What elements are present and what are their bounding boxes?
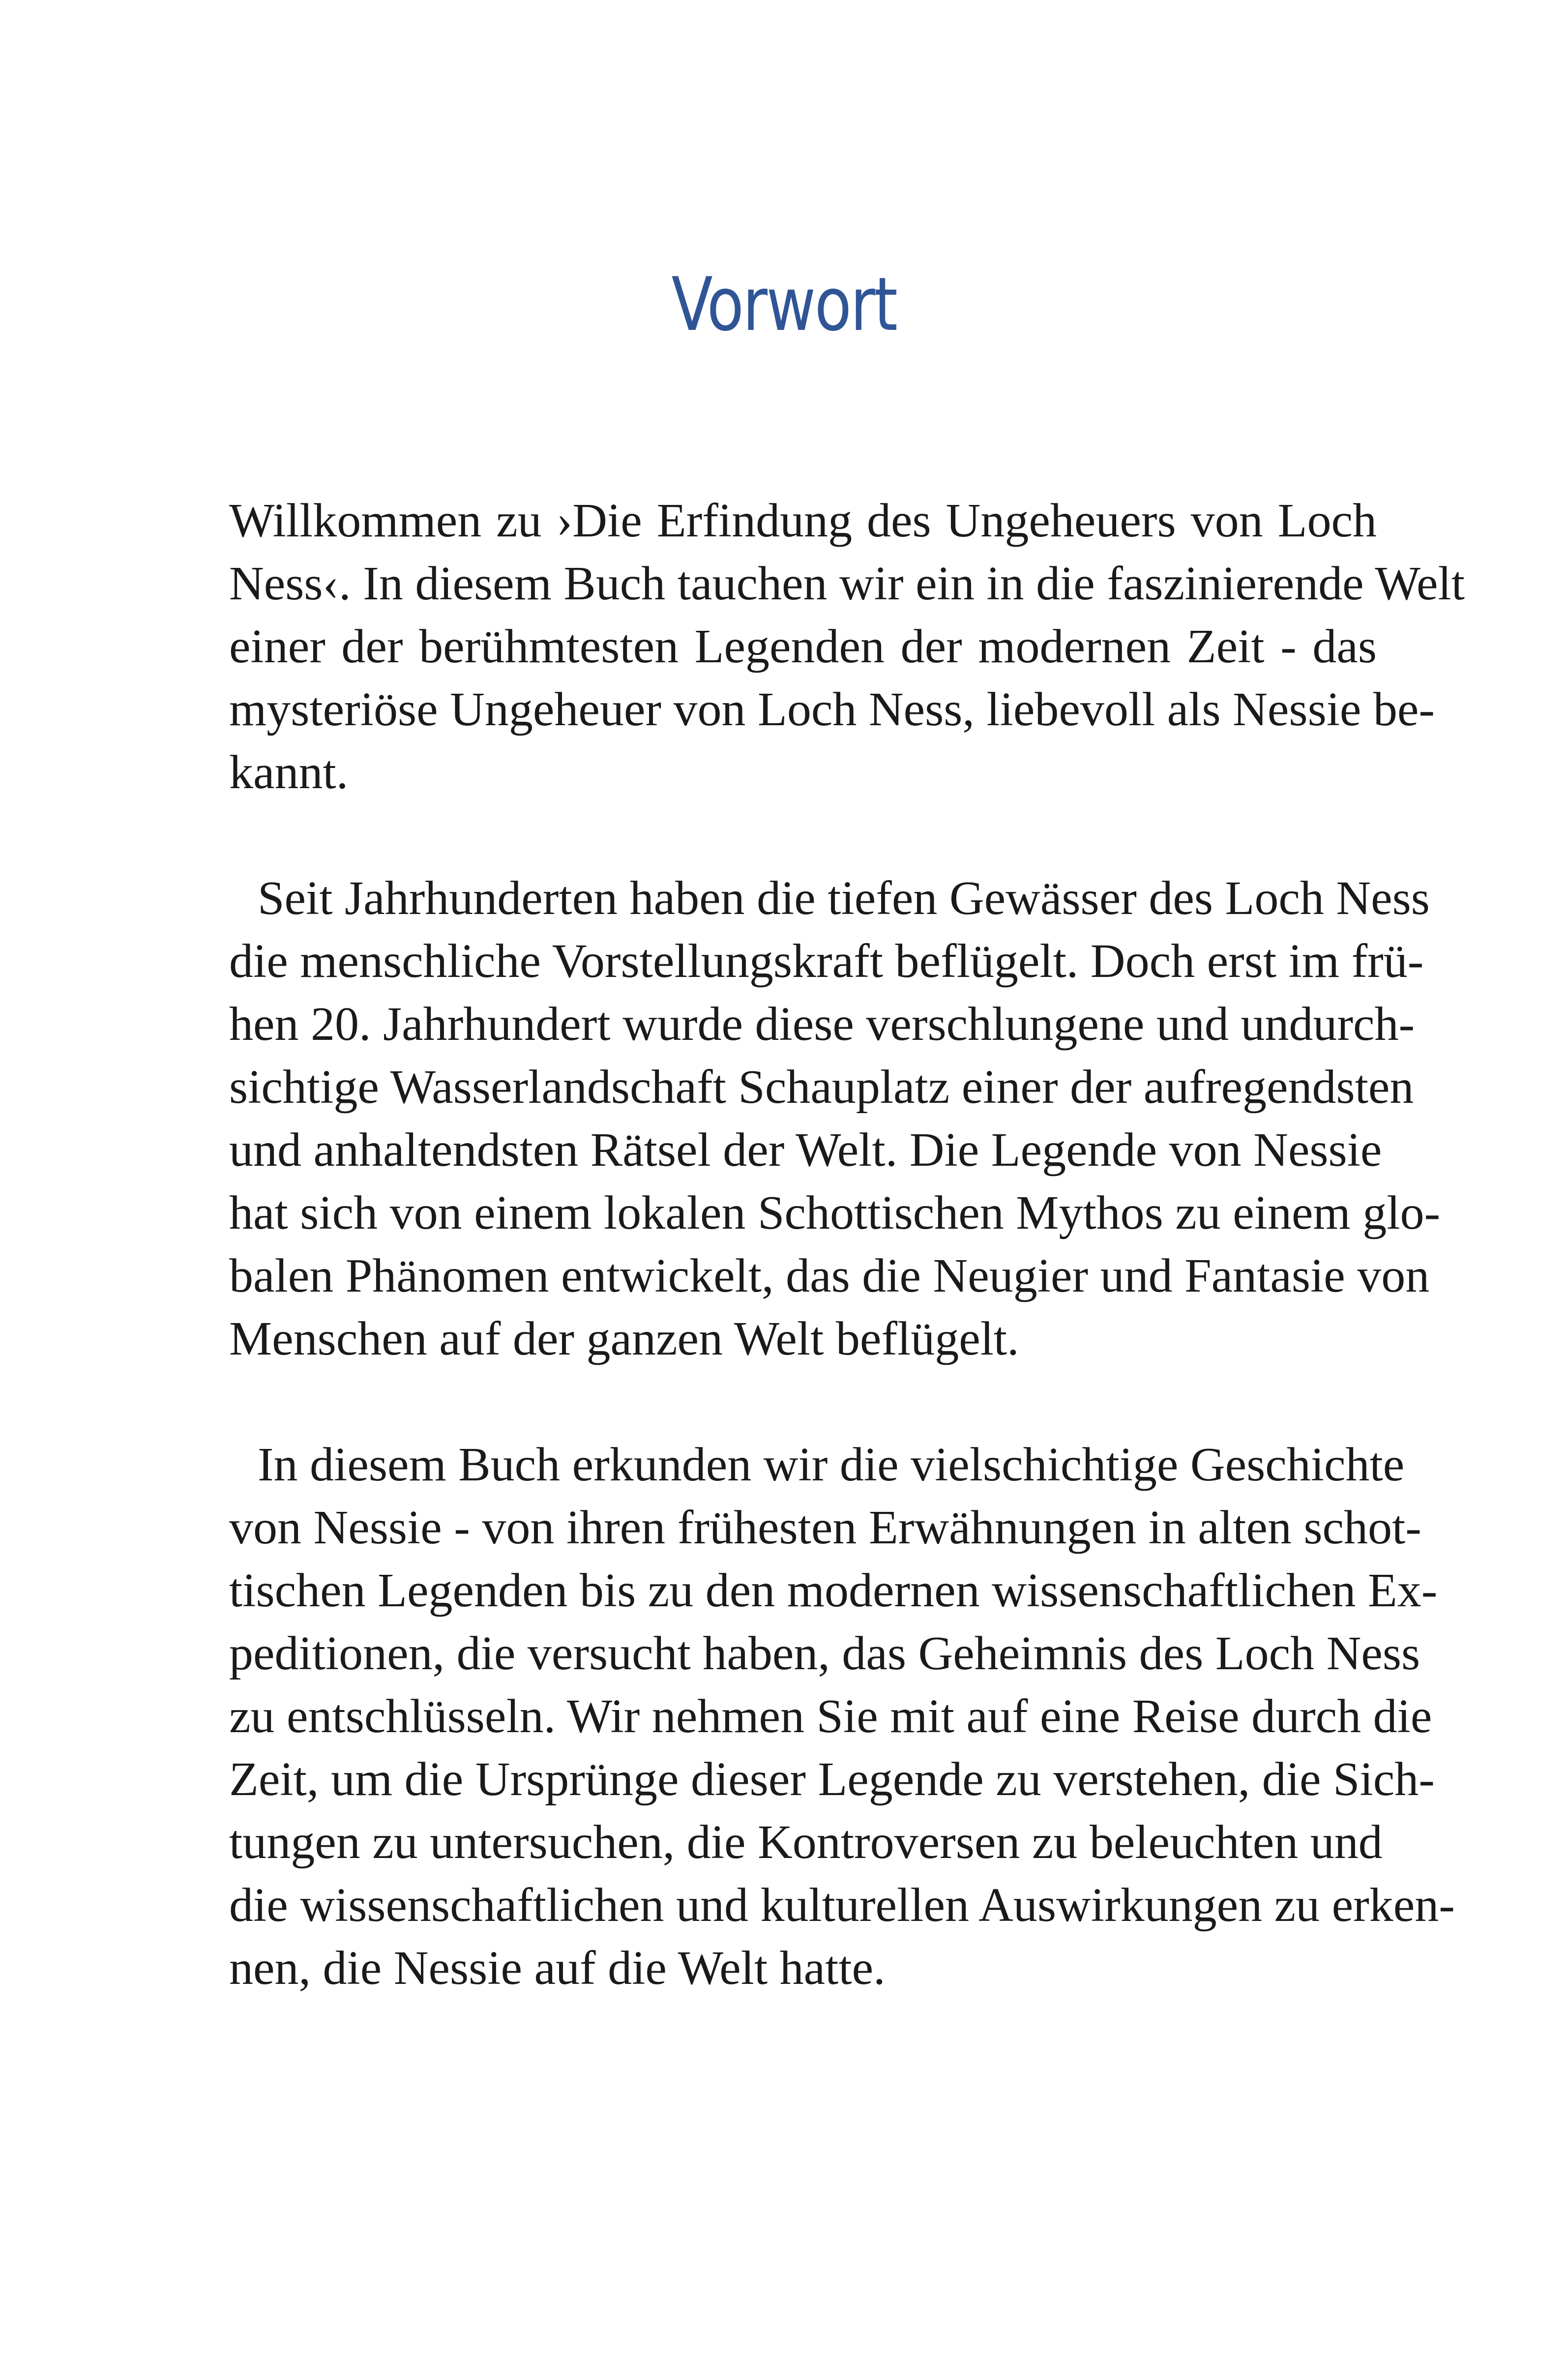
text-line: Zeit, um die Ursprünge dieser Legende zu verstehen, die Sich- bbox=[229, 1753, 1435, 1806]
paragraph bbox=[229, 1433, 1455, 2000]
text-line: hat sich von einem lokalen Schottischen Mythos zu einem glo- bbox=[229, 1186, 1441, 1239]
page-title: Vorwort bbox=[671, 262, 897, 348]
text-line: kannt. bbox=[229, 746, 349, 799]
text-line: die wissenschaftlichen und kulturellen Auswirkungen zu erken- bbox=[229, 1879, 1455, 1932]
text-line: balen Phänomen entwickelt, das die Neugier und Fantasie von bbox=[229, 1249, 1430, 1302]
text-line: In diesem Buch erkunden wir die vielschichtige Geschichte bbox=[258, 1438, 1405, 1491]
text-line: und anhaltendsten Rätsel der Welt. Die Legende von Nessie bbox=[229, 1123, 1382, 1177]
text-line: Ness‹. In diesem Buch tauchen wir ein in die faszinierende Welt bbox=[229, 557, 1465, 610]
text-line: Menschen auf der ganzen Welt beflügelt. bbox=[229, 1312, 1019, 1365]
text-line: Seit Jahrhunderten haben die tiefen Gewässer des Loch Ness bbox=[258, 872, 1430, 925]
text-line: tischen Legenden bis zu den modernen wissenschaftlichen Ex- bbox=[229, 1564, 1438, 1617]
text-line: Willkommen zu ›Die Erfindung des Ungeheuers von Loch bbox=[229, 494, 1377, 547]
text-line: nen, die Nessie auf die Welt hatte. bbox=[229, 1942, 886, 1995]
text-line: zu entschlüsseln. Wir nehmen Sie mit auf eine Reise durch die bbox=[229, 1690, 1432, 1743]
paragraph bbox=[229, 867, 1441, 1370]
text-line: sichtige Wasserlandschaft Schauplatz einer der aufregendsten bbox=[229, 1061, 1414, 1114]
text-line: tungen zu untersuchen, die Kontroversen zu beleuchten und bbox=[229, 1816, 1383, 1869]
text-line: einer der berühmtesten Legenden der modernen Zeit - das bbox=[229, 620, 1377, 673]
text-line: die menschliche Vorstellungskraft beflügelt. Doch erst im frü- bbox=[229, 935, 1424, 988]
text-line: hen 20. Jahrhundert wurde diese verschlungene und undurch- bbox=[229, 998, 1415, 1051]
paragraph bbox=[229, 489, 1465, 804]
text-line: mysteriöse Ungeheuer von Loch Ness, liebevoll als Nessie be- bbox=[229, 683, 1435, 736]
body-text bbox=[229, 489, 1465, 2063]
text-line: peditionen, die versucht haben, das Geheimnis des Loch Ness bbox=[229, 1627, 1420, 1680]
text-line: von Nessie - von ihren frühesten Erwähnungen in alten schot- bbox=[229, 1501, 1421, 1554]
